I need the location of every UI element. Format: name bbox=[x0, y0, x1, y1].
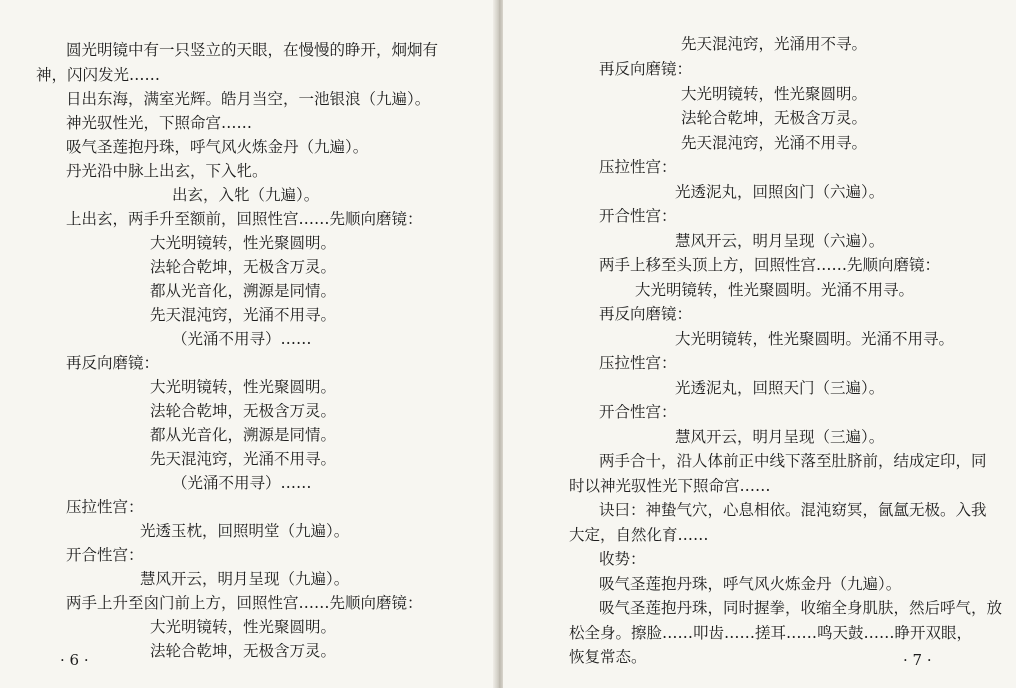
text-line: 开合性宫： bbox=[599, 403, 677, 421]
text-line: 两手上升至囟门前上方，回照性宫……先顺向磨镜： bbox=[66, 594, 423, 612]
text-line: 收势： bbox=[599, 550, 646, 568]
text-line: 再反向磨镜： bbox=[599, 60, 693, 78]
text-line: 时以神光驭性光下照命宫…… bbox=[569, 477, 771, 495]
text-line: 大光明镜转，性光聚圆明。光涌不用寻。 bbox=[675, 330, 955, 348]
text-line: 压拉性宫： bbox=[599, 158, 677, 176]
text-line: 都从光音化，溯源是同情。 bbox=[150, 282, 337, 300]
text-line: 大光明镜转，性光聚圆明。光涌不用寻。 bbox=[635, 281, 915, 299]
text-line: 圆光明镜中有一只竖立的天眼，在慢慢的睁开，炯炯有 bbox=[66, 41, 439, 59]
text-line: 神光驭性光，下照命宫…… bbox=[66, 114, 253, 132]
text-line: 压拉性宫： bbox=[599, 354, 677, 372]
text-line: 先天混沌窍，光涌用不寻。 bbox=[681, 35, 868, 53]
text-line: 慧风开云，明月呈现（三遍）。 bbox=[675, 428, 885, 446]
text-line: 神，闪闪发光…… bbox=[36, 66, 161, 84]
text-line: 日出东海，满室光辉。皓月当空，一池银浪（九遍）。 bbox=[66, 90, 431, 108]
text-line: 吸气圣莲抱丹珠，呼气风火炼金丹（九遍）。 bbox=[66, 138, 369, 156]
text-line: 再反向磨镜： bbox=[599, 305, 693, 323]
page-number: · 6 · bbox=[60, 651, 89, 669]
text-line: 光透泥丸，回照天门（三遍）。 bbox=[675, 379, 885, 397]
text-line: 两手上移至头顶上方，回照性宫……先顺向磨镜： bbox=[599, 256, 941, 274]
text-line: 吸气圣莲抱丹珠，同时握拳，收缩全身肌肤，然后呼气，放 bbox=[599, 599, 1003, 617]
text-line: 慧风开云，明月呈现（九遍）。 bbox=[140, 570, 350, 588]
text-line: 都从光音化，溯源是同情。 bbox=[150, 426, 337, 444]
text-line: 大光明镜转，性光聚圆明。 bbox=[150, 618, 337, 636]
text-line: 法轮合乾坤，无极含万灵。 bbox=[150, 402, 337, 420]
text-line: 恢复常态。 bbox=[569, 648, 647, 666]
text-line: 先天混沌窍，光涌不用寻。 bbox=[150, 306, 337, 324]
text-line: 再反向磨镜： bbox=[66, 354, 160, 372]
text-line: 慧风开云，明月呈现（六遍）。 bbox=[675, 232, 885, 250]
text-line: 大光明镜转，性光聚圆明。 bbox=[150, 234, 337, 252]
text-line: 法轮合乾坤，无极含万灵。 bbox=[150, 258, 337, 276]
text-line: 先天混沌窍，光涌不用寻。 bbox=[150, 450, 337, 468]
text-line: 开合性宫： bbox=[66, 546, 144, 564]
text-line: 出玄，入牝（九遍）。 bbox=[172, 186, 320, 204]
text-line: 法轮合乾坤，无极含万灵。 bbox=[150, 642, 337, 660]
text-line: 压拉性宫： bbox=[66, 498, 144, 516]
text-line: 开合性宫： bbox=[599, 207, 677, 225]
text-line: （光涌不用寻）…… bbox=[172, 330, 312, 348]
text-line: （光涌不用寻）…… bbox=[172, 474, 312, 492]
text-line: 吸气圣莲抱丹珠，呼气风火炼金丹（九遍）。 bbox=[599, 575, 902, 593]
right-page bbox=[503, 0, 1016, 688]
text-line: 丹光沿中脉上出玄，下入牝。 bbox=[66, 162, 268, 180]
text-line: 法轮合乾坤，无极含万灵。 bbox=[681, 109, 868, 127]
text-line: 诀曰：神蛰气穴，心息相依。混沌窈冥，氤氲无极。入我 bbox=[599, 501, 987, 519]
text-line: 松全身。擦脸……叩齿……搓耳……鸣天鼓……睁开双眼， bbox=[569, 624, 973, 642]
text-line: 大光明镜转，性光聚圆明。 bbox=[150, 378, 337, 396]
text-line: 上出玄，两手升至额前，回照性宫……先顺向磨镜： bbox=[66, 210, 423, 228]
text-line: 光透泥丸，回照囟门（六遍）。 bbox=[675, 183, 885, 201]
text-line: 大光明镜转，性光聚圆明。 bbox=[681, 85, 868, 103]
text-line: 大定，自然化育…… bbox=[569, 526, 709, 544]
text-line: 两手合十，沿人体前正中线下落至肚脐前，结成定印，同 bbox=[599, 452, 987, 470]
text-line: 光透玉枕，回照明堂（九遍）。 bbox=[140, 522, 350, 540]
left-page bbox=[0, 0, 495, 688]
text-line: 先天混沌窍，光涌不用寻。 bbox=[681, 134, 868, 152]
page-number: · 7 · bbox=[903, 651, 932, 669]
